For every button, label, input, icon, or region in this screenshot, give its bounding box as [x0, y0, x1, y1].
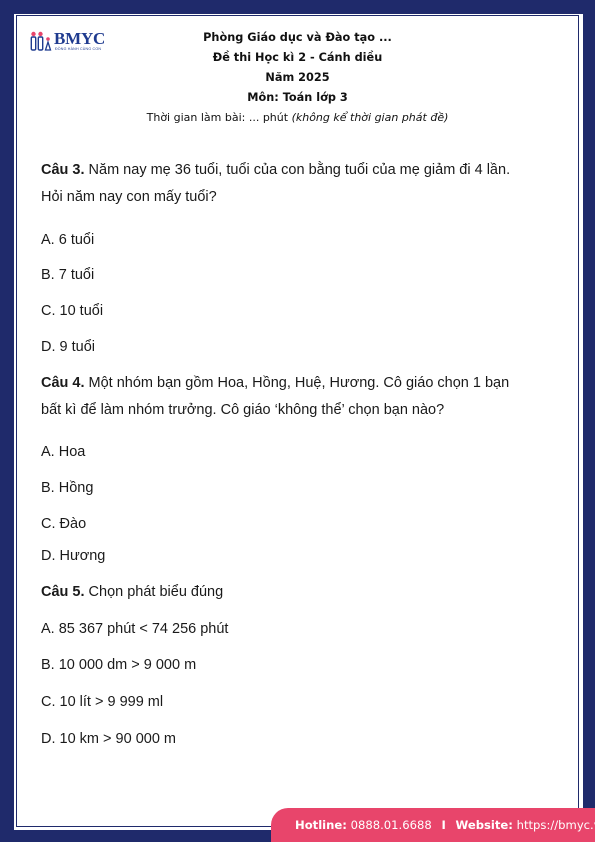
- header-subject: Môn: Toán lớp 3: [247, 91, 348, 104]
- question-4-option-a: A. Hoa: [41, 444, 86, 460]
- question-5-label: Câu 5.: [41, 584, 85, 600]
- header-duration: [0, 108, 595, 128]
- hotline-label: Hotline:: [295, 818, 347, 832]
- question-4-line1: [41, 371, 509, 396]
- question-3-option-a: A. 6 tuổi: [41, 232, 95, 248]
- question-5-option-c: C. 10 lít > 9 999 ml: [41, 694, 164, 710]
- duration-text: Thời gian làm bài: ... phút: [146, 111, 289, 124]
- contact-footer: [271, 808, 608, 842]
- question-4-label: Câu 4.: [41, 375, 85, 391]
- question-5-option-d: D. 10 km > 90 000 m: [41, 731, 176, 747]
- question-3-option-d: D. 9 tuổi: [41, 339, 95, 355]
- question-5-line1: [41, 580, 223, 605]
- website-label: Website:: [455, 818, 513, 832]
- question-4-line2: bất kì để làm nhóm trưởng. Cô giáo ‘không thể’ chọn bạn nào?: [41, 402, 445, 418]
- duration-note: (không kể thời gian phát đề): [291, 111, 449, 124]
- footer-separator: I: [441, 818, 446, 832]
- question-3-label: Câu 3.: [41, 162, 85, 178]
- question-3-text: Năm nay mẹ 36 tuổi, tuổi của con bằng tuổi của mẹ giảm đi 4 lần.: [84, 162, 511, 178]
- question-3-option-c: C. 10 tuổi: [41, 303, 104, 319]
- question-3-line2: Hỏi năm nay con mấy tuổi?: [41, 189, 217, 205]
- website-link[interactable]: https://bmyc.vn: [516, 818, 608, 832]
- exam-header: [0, 28, 595, 128]
- question-3-line1: [41, 158, 510, 183]
- header-exam-title: Đề thi Học kì 2 - Cánh diều: [212, 51, 383, 64]
- question-4-option-c: C. Đào: [41, 516, 87, 532]
- question-5-option-a: A. 85 367 phút < 74 256 phút: [41, 621, 229, 637]
- question-5-option-b: B. 10 000 dm > 9 000 m: [41, 657, 197, 673]
- question-4-option-d: D. Hương: [41, 548, 106, 564]
- footer-text: [295, 818, 608, 832]
- question-5-text: Chọn phát biểu đúng: [84, 584, 224, 600]
- question-4-option-b: B. Hồng: [41, 480, 94, 496]
- header-year: Năm 2025: [265, 71, 330, 84]
- header-department: Phòng Giáo dục và Đào tạo ...: [203, 31, 392, 44]
- question-4-text: Một nhóm bạn gồm Hoa, Hồng, Huệ, Hương. Cô giáo chọn 1 bạn: [84, 375, 510, 391]
- logo-text: BMYC: [54, 29, 106, 48]
- hotline-number[interactable]: 0888.01.6688: [350, 818, 432, 832]
- logo-tagline: ĐỒNG HÀNH CÙNG CON: [55, 47, 102, 51]
- question-3-option-b: B. 7 tuổi: [41, 267, 95, 283]
